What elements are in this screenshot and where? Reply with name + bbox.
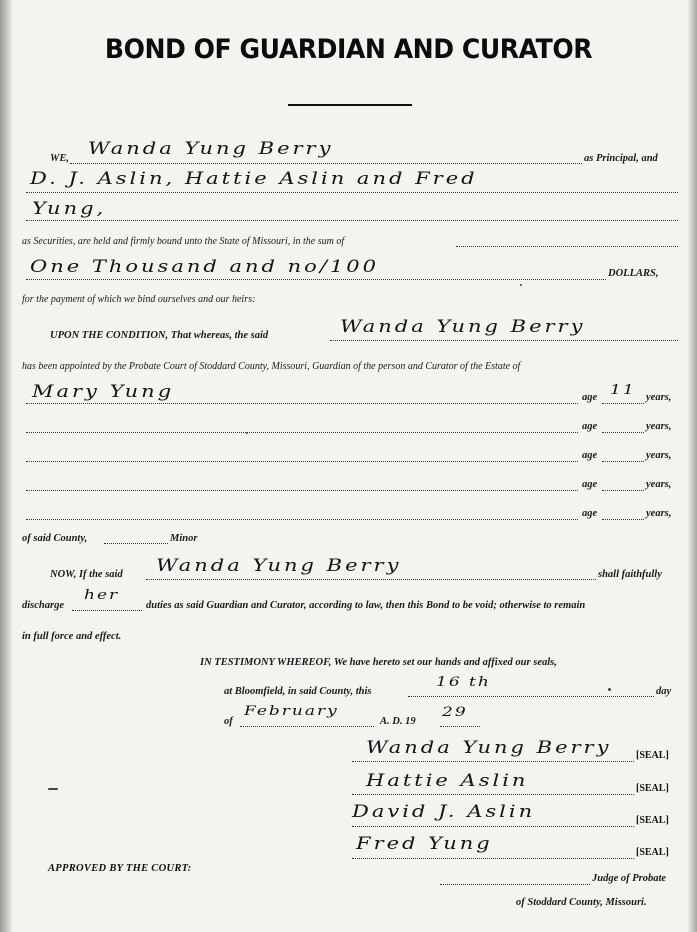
age-line-5 xyxy=(602,519,644,520)
year-suffix: 29 xyxy=(442,704,468,720)
age-label-1: age xyxy=(582,392,598,403)
securities-clause: as Securities, are held and firmly bound unto the State of Missouri, in the sum of xyxy=(22,236,345,247)
minor-age: 11 xyxy=(610,382,636,398)
minor-line-5 xyxy=(26,519,578,520)
sum-line-a xyxy=(456,246,678,247)
page-edge-right xyxy=(688,0,697,932)
now-name-line xyxy=(146,579,596,580)
principal-name: Wanda Yung Berry xyxy=(88,139,334,158)
at-place-label: at Bloomfield, in said County, this xyxy=(224,686,372,697)
securities-names-1: D. J. Aslin, Hattie Aslin and Fred xyxy=(30,169,478,188)
age-line-3 xyxy=(602,461,644,462)
payment-clause: for the payment of which we bind ourselves and our heirs: xyxy=(22,294,256,305)
years-label-2: years, xyxy=(646,421,672,432)
age-label-3: age xyxy=(582,450,598,461)
seal-3: [SEAL] xyxy=(636,815,669,826)
ink-mark xyxy=(48,788,58,790)
seal-1: [SEAL] xyxy=(636,750,669,761)
principal-line xyxy=(70,163,582,164)
signature-1: Wanda Yung Berry xyxy=(366,738,612,757)
age-line-2 xyxy=(602,432,644,433)
said-county-label: of said County, xyxy=(22,533,88,544)
appointee-name: Wanda Yung Berry xyxy=(340,317,586,336)
sum-in-words: One Thousand and no/100 xyxy=(30,257,379,276)
ad-label: A. D. 19 xyxy=(380,716,416,727)
day-number: 16 th xyxy=(436,674,491,690)
judge-signature-line xyxy=(440,884,590,885)
minor-name: Mary Yung xyxy=(32,382,175,401)
ink-speck xyxy=(520,284,522,286)
now-name: Wanda Yung Berry xyxy=(156,556,402,575)
condition-label: UPON THE CONDITION, That whereas, the said xyxy=(50,330,269,341)
dollars-label: DOLLARS, xyxy=(608,268,659,279)
years-label-3: years, xyxy=(646,450,672,461)
document-title: BOND OF GUARDIAN AND CURATOR xyxy=(104,34,593,65)
month-line xyxy=(240,726,374,727)
minor-line-4 xyxy=(26,490,578,491)
ink-speck xyxy=(246,432,248,434)
day-line xyxy=(408,696,654,697)
title-rule xyxy=(288,104,412,106)
day-label: day xyxy=(656,686,672,697)
seal-4: [SEAL] xyxy=(636,847,669,858)
seal-2: [SEAL] xyxy=(636,783,669,794)
pronoun: her xyxy=(84,587,120,603)
securities-line-1 xyxy=(26,192,678,193)
appointed-clause: has been appointed by the Probate Court of Stoddard County, Missouri, Guardian of the person and Curator of the Estate of xyxy=(22,361,521,372)
signature-line-1 xyxy=(352,761,634,762)
approved-label: APPROVED BY THE COURT: xyxy=(48,863,192,874)
age-label-5: age xyxy=(582,508,598,519)
county-line xyxy=(104,543,168,544)
age-label-4: age xyxy=(582,479,598,490)
testimony-clause: IN TESTIMONY WHEREOF, We have hereto set our hands and affixed our seals, xyxy=(200,657,557,668)
signature-4: Fred Yung xyxy=(356,834,493,853)
as-principal-label: as Principal, and xyxy=(584,153,658,164)
now-label: NOW, If the said xyxy=(50,569,123,580)
duties-clause: duties as said Guardian and Curator, according to law, then this Bond to be void; otherwise to remain xyxy=(146,600,586,611)
signature-line-2 xyxy=(352,794,634,795)
of-label: of xyxy=(224,716,233,727)
we-label: WE, xyxy=(50,153,69,164)
pronoun-line xyxy=(72,610,142,611)
securities-line-2 xyxy=(26,220,678,221)
years-label-4: years, xyxy=(646,479,672,490)
month: February xyxy=(244,703,339,719)
ink-speck xyxy=(608,688,611,691)
minor-label: Minor xyxy=(170,533,198,544)
age-label-2: age xyxy=(582,421,598,432)
age-line-1 xyxy=(602,403,644,404)
discharge-label: discharge xyxy=(22,600,64,611)
signature-3: David J. Aslin xyxy=(352,802,536,821)
signature-2: Hattie Aslin xyxy=(366,771,529,790)
judge-title: Judge of Probate xyxy=(592,873,667,884)
securities-names-2: Yung, xyxy=(32,199,107,218)
signature-line-3 xyxy=(352,826,634,827)
years-label-5: years, xyxy=(646,508,672,519)
minor-line-1 xyxy=(26,403,578,404)
minor-line-2 xyxy=(26,432,578,433)
full-force: in full force and effect. xyxy=(22,631,122,642)
judge-county: of Stoddard County, Missouri. xyxy=(516,897,647,908)
faithfully-label: shall faithfully xyxy=(598,569,662,580)
sum-line xyxy=(26,279,606,280)
page-edge-left xyxy=(0,0,12,932)
years-label-1: years, xyxy=(646,392,672,403)
appointee-line xyxy=(330,340,678,341)
signature-line-4 xyxy=(352,858,634,859)
age-line-4 xyxy=(602,490,644,491)
year-line xyxy=(440,726,480,727)
minor-line-3 xyxy=(26,461,578,462)
